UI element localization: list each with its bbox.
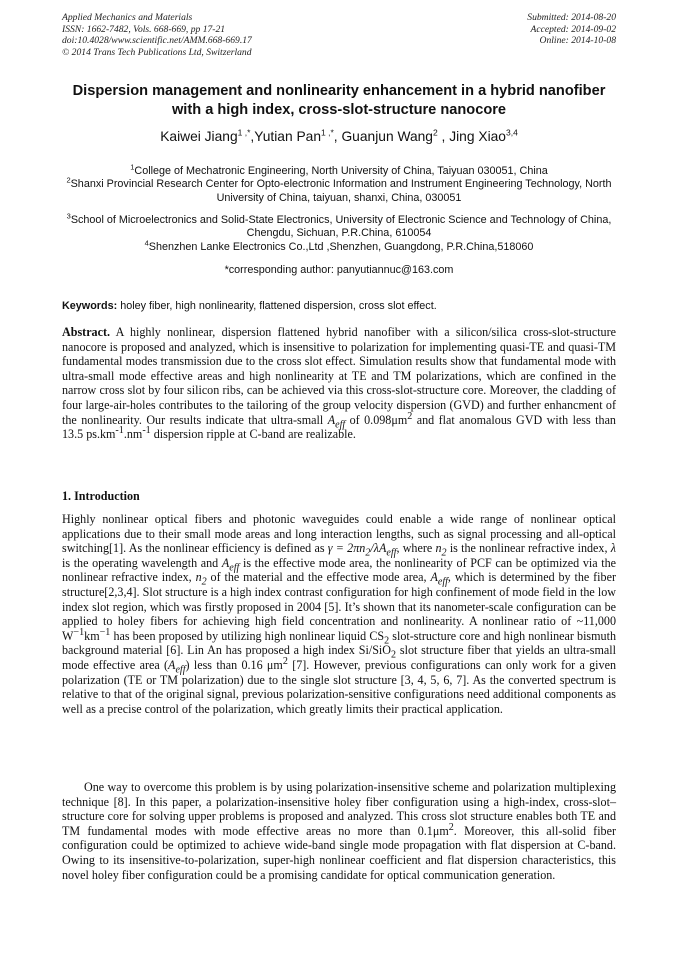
affiliation-marker: 1 xyxy=(130,162,135,172)
affiliation-text: College of Mechatronic Engineering, North University of China, Taiyuan 030051, China xyxy=(134,165,548,177)
math-superscript: 2 xyxy=(448,821,454,833)
affiliation-text: School of Microelectronics and Solid-State Electronics, University of Electronic Science and Technology of China, Chengdu, Sichuan, P.R.China, 610054 xyxy=(70,214,612,240)
keywords-label: Keywords: xyxy=(62,300,118,312)
math-superscript: -1 xyxy=(115,425,124,437)
affiliation-1 xyxy=(62,162,616,178)
paragraph-text: ) less than 0.16 μm xyxy=(185,657,283,672)
abstract xyxy=(62,325,616,442)
math-superscript: −1 xyxy=(99,626,111,638)
affiliation-text: Shenzhen Lanke Electronics Co.,Ltd ,Shenzhen, Guangdong, P.R.China,518060 xyxy=(148,240,534,253)
math-superscript: -1 xyxy=(142,425,151,437)
math-symbol: γ = 2πn xyxy=(327,541,366,556)
affiliation-marker: 4 xyxy=(144,238,149,248)
affiliation-marker: 2 xyxy=(66,175,71,185)
math-subscript: eff xyxy=(335,418,346,430)
math-subscript: 2 xyxy=(201,576,207,588)
dates-header xyxy=(527,12,616,47)
author-superscript: 1 ,* xyxy=(237,127,251,138)
paragraph-text: is the effective mode area, the nonlinearity of PCF can be optimized via the nonlinear refractive index, xyxy=(62,555,616,585)
math-subscript: 2 xyxy=(391,649,397,661)
author-superscript: 1 ,* xyxy=(321,127,334,138)
abstract-text: and flat anomalous GVD with less than 13.5 ps.km xyxy=(62,412,616,442)
math-symbol: n xyxy=(435,541,442,556)
affiliation-3 xyxy=(62,211,616,241)
math-symbol: A xyxy=(327,412,336,427)
math-superscript: 2 xyxy=(407,410,413,422)
paragraph-text: , which is determined by the fiber structure[2,3,4]. Slot structure is a high index contrast configuration for high confinement of mode field in the low index slot region, which was firstly proposed in 2004 [5]. It’s shown that its nanometer-scale configuration can be applied to holey fibers for achieving high field concentration and nonlinearity. A nonlinear ratio of ~11,000 W xyxy=(62,570,616,643)
paragraph-text: slot-structure core and high nonlinear bismuth background material [6]. Lin An has proposed a high index Si/SiO xyxy=(62,628,616,658)
paragraph-text: is the operating wavelength and xyxy=(62,555,219,570)
paragraph-text: has been proposed by utilizing high nonlinear liquid CS xyxy=(113,628,385,643)
intro-paragraph-2 xyxy=(62,780,616,882)
issn: ISSN: 1662-7482, Vols. 668-669, pp 17-21 xyxy=(62,23,226,35)
author-superscript: 2 xyxy=(432,127,438,138)
math-symbol: /λA xyxy=(370,541,387,556)
math-subscript: 2 xyxy=(384,635,390,647)
author: Yutian Pan xyxy=(254,129,322,144)
affiliation-marker: 3 xyxy=(66,211,71,221)
paragraph-text: slot structure fiber that yields an ultra-small mode effective area ( xyxy=(62,643,617,672)
author: Guanjun Wang xyxy=(341,129,433,144)
paragraph-text: , where xyxy=(396,541,433,556)
author-list xyxy=(62,128,616,146)
author: Jing Xiao xyxy=(449,129,506,144)
paragraph-text: Highly nonlinear optical fibers and photonic waveguides could enable a wide range of nonlinear optical applications due to their small mode areas and long interaction lengths, such as signal processing and all-optical switching[1]. As the nonlinear efficiency is defined as xyxy=(62,512,616,556)
doi[interactable]: doi:10.4028/www.scientific.net/AMM.668-669.17 xyxy=(62,35,252,47)
math-symbol: A xyxy=(168,657,176,672)
math-symbol: λ xyxy=(610,541,616,556)
math-symbol: A xyxy=(430,570,438,585)
affiliation-text: Shanxi Provincial Research Center for Opto-electronic Information and Instrument Engineering Technology, North University of China, taiyuan, shanxi, China, 030051 xyxy=(70,178,612,204)
math-subscript: 2 xyxy=(441,547,447,559)
corresponding-author: *corresponding author: panyutiannuc@163.com xyxy=(224,264,454,276)
paper-title: Dispersion management and nonlinearity enhancement in a hybrid nanofiber with a high index, cross-slot-structure nanocore xyxy=(72,83,606,118)
affiliation-2 xyxy=(62,175,616,205)
paragraph-text: km xyxy=(84,628,100,643)
abstract-text: .nm xyxy=(123,427,143,442)
author-separator: , xyxy=(333,129,342,144)
paragraph-text: . Moreover, this all-solid fiber configuration could be optimized to achieve wide-band single mode propagation with flat dispersion at C-band. Owing to its insensitive-to-polarization, super-high nonlinear coefficient and flat dispersion characteristics, this novel holey fiber configuration could be a promising candidate for optical communication generation. xyxy=(62,823,616,882)
section-heading: 1. Introduction xyxy=(62,489,140,503)
author-separator: , xyxy=(437,129,450,144)
keywords-text: holey fiber, high nonlinearity, flattened dispersion, cross slot effect. xyxy=(120,300,437,312)
copyright: © 2014 Trans Tech Publications Ltd, Switzerland xyxy=(62,46,252,58)
paragraph-text: of the material and the effective mode area, xyxy=(210,570,427,585)
affiliations-3-4 xyxy=(62,211,616,254)
paragraph-text: is the nonlinear refractive index, xyxy=(449,541,608,556)
math-symbol: A xyxy=(221,555,230,570)
intro-paragraph-1 xyxy=(62,512,616,716)
author: Kaiwei Jiang xyxy=(160,129,238,144)
math-subscript: eff xyxy=(229,562,240,574)
abstract-text: A highly nonlinear, dispersion flattened hybrid nanofiber with a silicon/silica cross-slot-structure nanocore is proposed and analyzed, which is insensitive to polarization for implementing quasi-TE and quasi-TM fundamental modes transmission due to the cross slot effect. Simulation results show that fundamental mode with ultra-small mode effective areas and high nonlinearity at TE and TM polarizations, which are confined in the narrow cross slot by four silicon ribs, can be achieved via this cross-slot-structure core. Moreover, the cladding of four large-air-holes contributes to the tailoring of the group velocity dispersion (GVD) and further enhancment of the nonlinearity. Our results indicate that ultra-small xyxy=(62,325,616,427)
math-superscript: −1 xyxy=(73,626,85,638)
accepted-date: Accepted: 2014-09-02 xyxy=(530,23,616,35)
author-superscript: 3,4 xyxy=(505,127,518,138)
paragraph-text: One way to overcome this problem is by using polarization-insensitive scheme and polarization multiplexing technique [8]. In this paper, a polarization-insensitive holey fiber configuration using a high-index, cross-slot–structure core for solving upper problems is proposed and analyzed. This cross slot structure enables both TE and TM fundamental modes with mode effective areas no more than 0.1μm xyxy=(62,780,616,838)
math-subscript: 2 xyxy=(365,547,371,559)
abstract-text: dispersion ripple at C-band are realizable. xyxy=(153,427,356,442)
submitted-date: Submitted: 2014-08-20 xyxy=(527,12,616,23)
online-date: Online: 2014-10-08 xyxy=(539,35,616,47)
paragraph-text: [7]. However, previous configurations can only work for a given polarization (TE or TM polarization) due to the single slot structure [3, 4, 5, 6, 7]. As the converted spectrum is relative to that of the original signal, previous polarization-sensitive configurations need additional components as well as a precise control of the polarization, which greatly limits their practical application. xyxy=(62,657,617,716)
affiliations-1-2 xyxy=(62,162,616,205)
math-subscript: eff xyxy=(175,664,186,676)
author-separator: , xyxy=(250,129,255,144)
abstract-text: of 0.098μm xyxy=(349,412,408,427)
math-subscript: eff xyxy=(386,547,397,559)
math-subscript: eff xyxy=(437,576,448,588)
keywords xyxy=(62,300,616,313)
math-symbol: n xyxy=(195,570,202,585)
affiliation-4 xyxy=(62,238,616,254)
journal-header xyxy=(62,12,252,58)
journal-name: Applied Mechanics and Materials xyxy=(62,12,193,23)
abstract-label: Abstract. xyxy=(62,325,111,339)
math-superscript: 2 xyxy=(282,655,288,667)
